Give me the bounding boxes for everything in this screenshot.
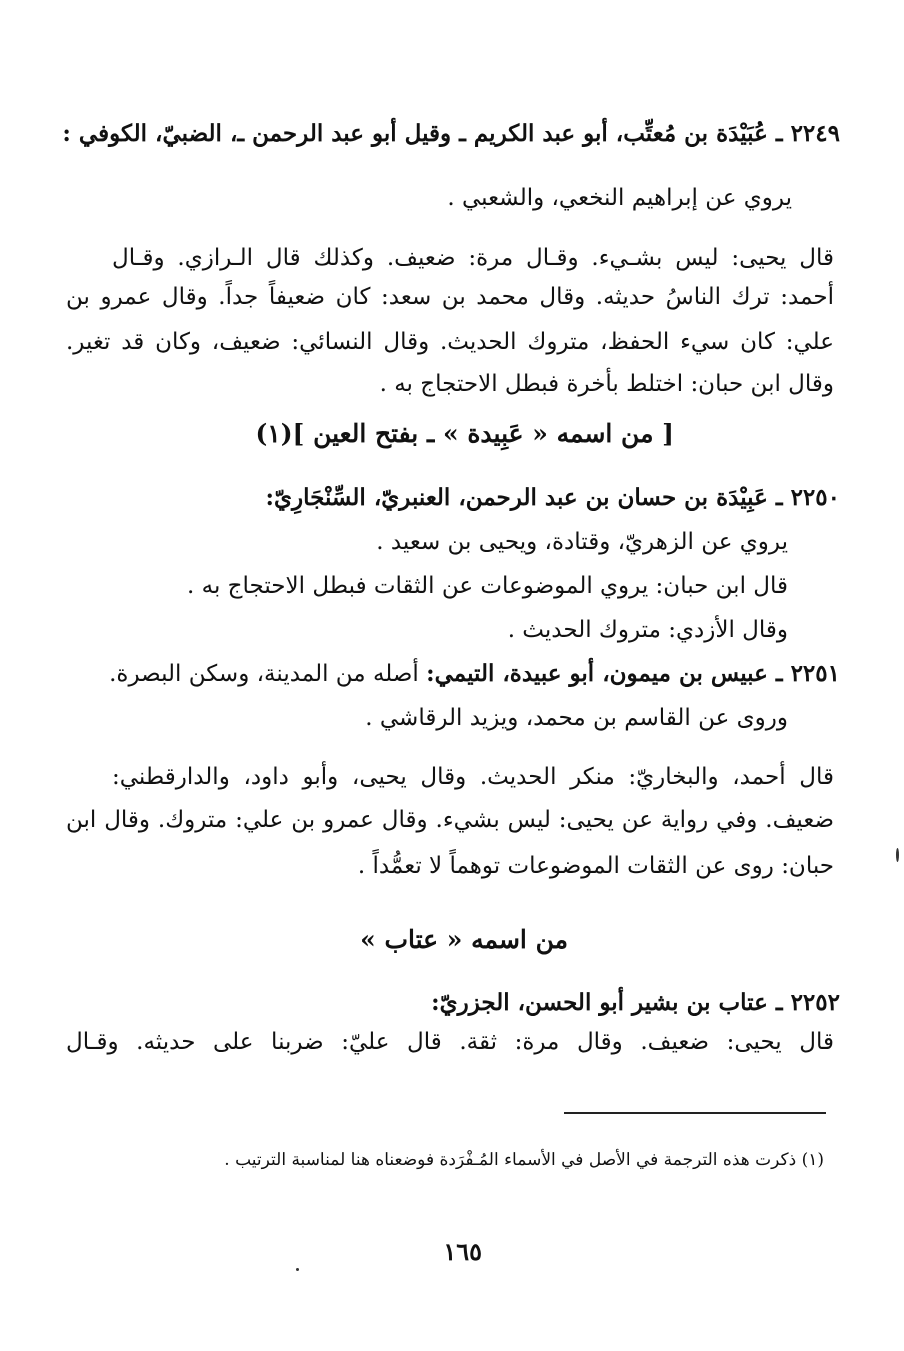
entry-2250-line: يروي عن الزهريّ، وقتادة، ويحيى بن سعيد . [376, 529, 788, 555]
entry-2252-line: قال يحيى: ضعيف. وقال مرة: ثقة. قال عليّ: ضربنا على حديثه. وقـال [66, 1029, 834, 1055]
entry-2249-title: ٢٢٤٩ ـ عُبَيْدَة بن مُعتِّب، أبو عبد الكريم ـ وقيل أبو عبد الرحمن ـ، الضبيّ، الكوفي : [62, 120, 840, 147]
page-number: ١٦٥ [443, 1237, 482, 1266]
entry-2251-line: قال أحمد، والبخاريّ: منكر الحديث. وقال يحيى، وأبو داود، والدارقطني: [112, 764, 834, 790]
entry-2250-line: وقال الأزدي: متروك الحديث . [507, 617, 788, 643]
entry-2251-title [109, 654, 840, 694]
scan-speck [896, 848, 899, 862]
section-heading: [ من اسمه « عَبِيدة » ـ بفتح العين ](١) [255, 419, 674, 448]
footnote: (١) ذكرت هذه الترجمة في الأصل في الأسماء المُـفْرَدة فوضعناه هنا لمناسبة الترتيب . [224, 1150, 824, 1170]
footnote-separator [564, 1112, 826, 1114]
entry-2249-line: قال يحيى: ليس بشـيء. وقـال مرة: ضعيف. وكذلك قال الـرازي. وقـال [112, 245, 835, 271]
entry-2251-line: ضعيف. وفي رواية عن يحيى: ليس بشيء. وقال عمرو بن علي: متروك. وقال ابن [66, 807, 834, 833]
entry-2251-line: حبان: روى عن الثقات الموضوعات توهماً لا تعمُّداً . [357, 853, 834, 879]
entry-2249-line: علي: كان سيء الحفظ، متروك الحديث. وقال النسائي: ضعيف، وكان قد تغير. [66, 329, 834, 355]
entry-2249-line: يروي عن إبراهيم النخعي، والشعبي . [447, 185, 792, 211]
entry-2251-title-rest: أصله من المدينة، وسكن البصرة. [109, 661, 427, 687]
entry-2250-line: قال ابن حبان: يروي الموضوعات عن الثقات فبطل الاحتجاج به . [187, 573, 788, 599]
entry-2251-name: ٢٢٥١ ـ عبيس بن ميمون، أبو عبيدة، التيمي: [426, 660, 840, 687]
scan-speck [296, 1268, 299, 1271]
entry-2249-line: أحمد: ترك الناسُ حديثه. وقال محمد بن سعد: كان ضعيفاً جداً. وقال عمرو بن [66, 284, 834, 310]
entry-2249-line: وقال ابن حبان: اختلط بأخرة فبطل الاحتجاج به . [379, 371, 834, 397]
entry-2250-title: ٢٢٥٠ ـ عَبِيْدَة بن حسان بن عبد الرحمن، العنبريّ، السِّنْجَارِيّ: [265, 484, 840, 511]
entry-2251-line: وروى عن القاسم بن محمد، ويزيد الرقاشي . [365, 705, 788, 731]
entry-2252-title: ٢٢٥٢ ـ عتاب بن بشير أبو الحسن، الجزريّ: [431, 989, 840, 1016]
section-heading: من اسمه « عتاب » [360, 925, 568, 954]
